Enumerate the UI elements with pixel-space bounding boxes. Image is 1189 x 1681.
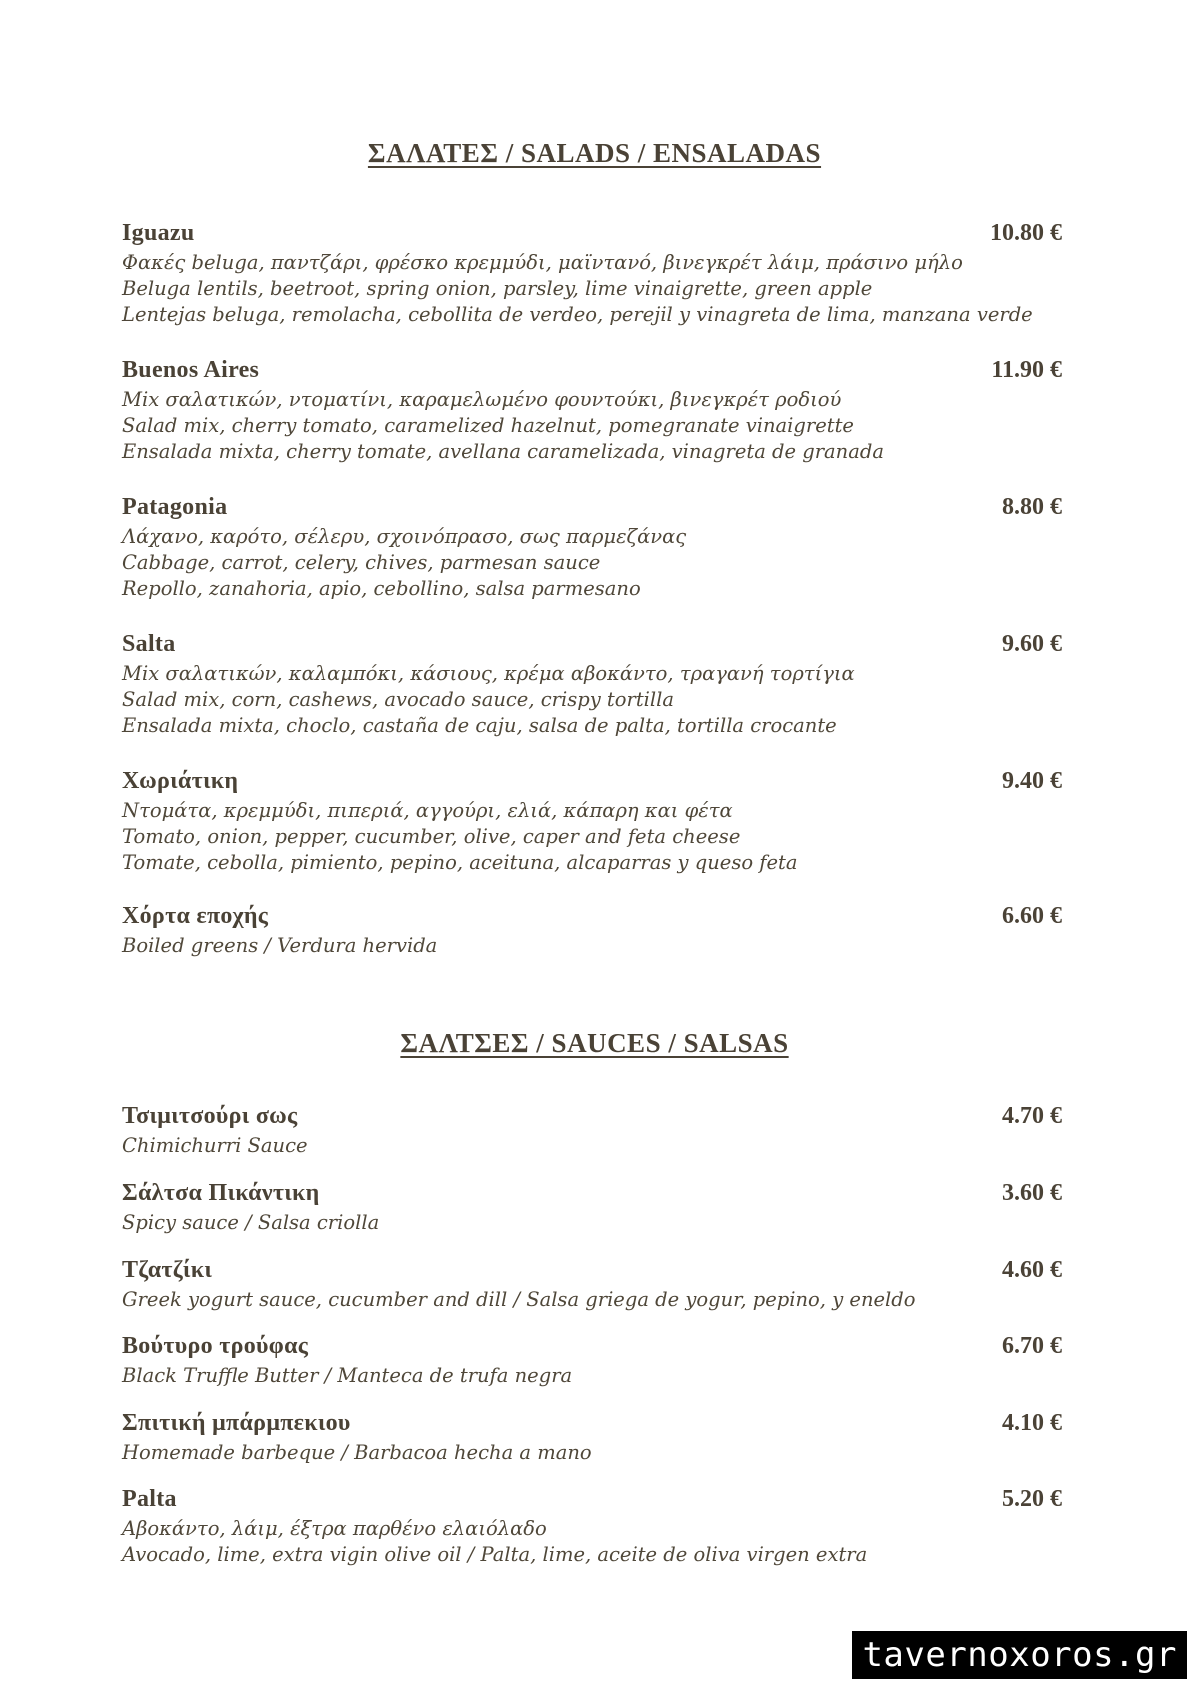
- item-price: 4.60 €: [1002, 1257, 1062, 1283]
- item-description-line: Ensalada mixta, cherry tomate, avellana caramelizada, vinagreta de granada: [122, 440, 884, 463]
- item-description-line: Avocado, lime, extra vigin olive oil / Palta, lime, aceite de oliva virgen extra: [122, 1543, 868, 1566]
- item-description-line: Spicy sauce / Salsa criolla: [122, 1211, 380, 1234]
- item-description-line: Φακές beluga, παντζάρι, φρέσκο κρεμμύδι, μαϊντανό, βινεγκρέτ λάιμ, πράσινο μήλο: [122, 251, 963, 274]
- item-price: 4.70 €: [1002, 1103, 1062, 1129]
- item-description-line: Homemade barbeque / Barbacoa hecha a mano: [122, 1441, 592, 1464]
- item-description-line: Black Truffle Butter / Manteca de trufa negra: [122, 1364, 573, 1387]
- item-description-line: Ensalada mixta, choclo, castaña de caju, salsa de palta, tortilla crocante: [122, 714, 837, 737]
- sauce-item-palta: [122, 1486, 1062, 1568]
- item-name: Βούτυρο τρούφας: [122, 1333, 309, 1359]
- item-name: Σπιτική μπάρμπεκιου: [122, 1410, 351, 1436]
- item-description-line: Chimichurri Sauce: [122, 1134, 308, 1157]
- item-description-line: Boiled greens / Verdura hervida: [122, 934, 438, 957]
- item-price: 5.20 €: [1002, 1486, 1062, 1512]
- site-watermark: tavernoxoros.gr: [852, 1631, 1187, 1679]
- item-name: Χωριάτικη: [122, 768, 239, 794]
- item-price: 6.70 €: [1002, 1333, 1062, 1359]
- item-description-line: Greek yogurt sauce, cucumber and dill / Salsa griega de yogur, pepino, y eneldo: [122, 1288, 916, 1311]
- item-description-line: Salad mix, corn, cashews, avocado sauce, crispy tortilla: [122, 688, 674, 711]
- item-price: 3.60 €: [1002, 1180, 1062, 1206]
- item-description-line: Tomato, onion, pepper, cucumber, olive, caper and feta cheese: [122, 825, 741, 848]
- sauces-section-title: ΣΑΛΤΣΕΣ / SAUCES / SALSAS: [400, 1028, 789, 1058]
- item-price: 11.90 €: [991, 357, 1062, 383]
- item-description-line: Mix σαλατικών, ντοματίνι, καραμελωμένο φουντούκι, βινεγκρέτ ροδιού: [122, 388, 842, 411]
- sauce-item-chimichurri: [122, 1103, 1062, 1159]
- item-description-line: Salad mix, cherry tomato, caramelized hazelnut, pomegranate vinaigrette: [122, 414, 854, 437]
- item-description-line: Lentejas beluga, remolacha, cebollita de verdeo, perejil y vinagreta de lima, manzana verde: [122, 303, 1033, 326]
- salad-item-buenos-aires: [122, 357, 1062, 465]
- item-description-line: Repollo, zanahoria, apio, cebollino, salsa parmesano: [122, 577, 641, 600]
- sauce-item-spicy: [122, 1180, 1062, 1236]
- item-name: Τσιμιτσούρι σως: [122, 1103, 298, 1129]
- item-price: 4.10 €: [1002, 1410, 1062, 1436]
- item-name: Palta: [122, 1486, 177, 1512]
- salad-item-choriatiki: [122, 768, 1062, 876]
- salad-item-horta: [122, 903, 1062, 959]
- salads-section-title: ΣΑΛΑΤΕΣ / SALADS / ENSALADAS: [367, 138, 822, 168]
- sauce-item-truffle-butter: [122, 1333, 1062, 1389]
- salad-item-patagonia: [122, 494, 1062, 602]
- salad-item-salta: [122, 631, 1062, 739]
- item-description-line: Tomate, cebolla, pimiento, pepino, aceituna, alcaparras y queso feta: [122, 851, 798, 874]
- item-description-line: Ντομάτα, κρεμμύδι, πιπεριά, αγγούρι, ελιά, κάπαρη και φέτα: [122, 799, 733, 822]
- item-name: Χόρτα εποχής: [122, 903, 269, 929]
- item-description-line: Αβοκάντο, λάιμ, έξτρα παρθένο ελαιόλαδο: [122, 1517, 547, 1540]
- item-name: Iguazu: [122, 220, 195, 246]
- item-price: 6.60 €: [1002, 903, 1062, 929]
- item-name: Salta: [122, 631, 176, 657]
- item-name: Σάλτσα Πικάντικη: [122, 1180, 320, 1206]
- item-price: 10.80 €: [990, 220, 1062, 246]
- item-description-line: Λάχανο, καρότο, σέλερυ, σχοινόπρασο, σως παρμεζάνας: [122, 525, 687, 548]
- sauce-item-barbeque: [122, 1410, 1062, 1466]
- item-name: Buenos Aires: [122, 357, 260, 383]
- item-name: Patagonia: [122, 494, 228, 520]
- item-price: 8.80 €: [1002, 494, 1062, 520]
- item-price: 9.40 €: [1002, 768, 1062, 794]
- item-description-line: Mix σαλατικών, καλαμπόκι, κάσιους, κρέμα αβοκάντο, τραγανή τορτίγια: [122, 662, 855, 685]
- item-price: 9.60 €: [1002, 631, 1062, 657]
- item-description-line: Beluga lentils, beetroot, spring onion, parsley, lime vinaigrette, green apple: [122, 277, 873, 300]
- item-name: Τζατζίκι: [122, 1257, 213, 1283]
- salad-item-iguazu: [122, 220, 1062, 328]
- item-description-line: Cabbage, carrot, celery, chives, parmesan sauce: [122, 551, 601, 574]
- sauce-item-tzatziki: [122, 1257, 1062, 1313]
